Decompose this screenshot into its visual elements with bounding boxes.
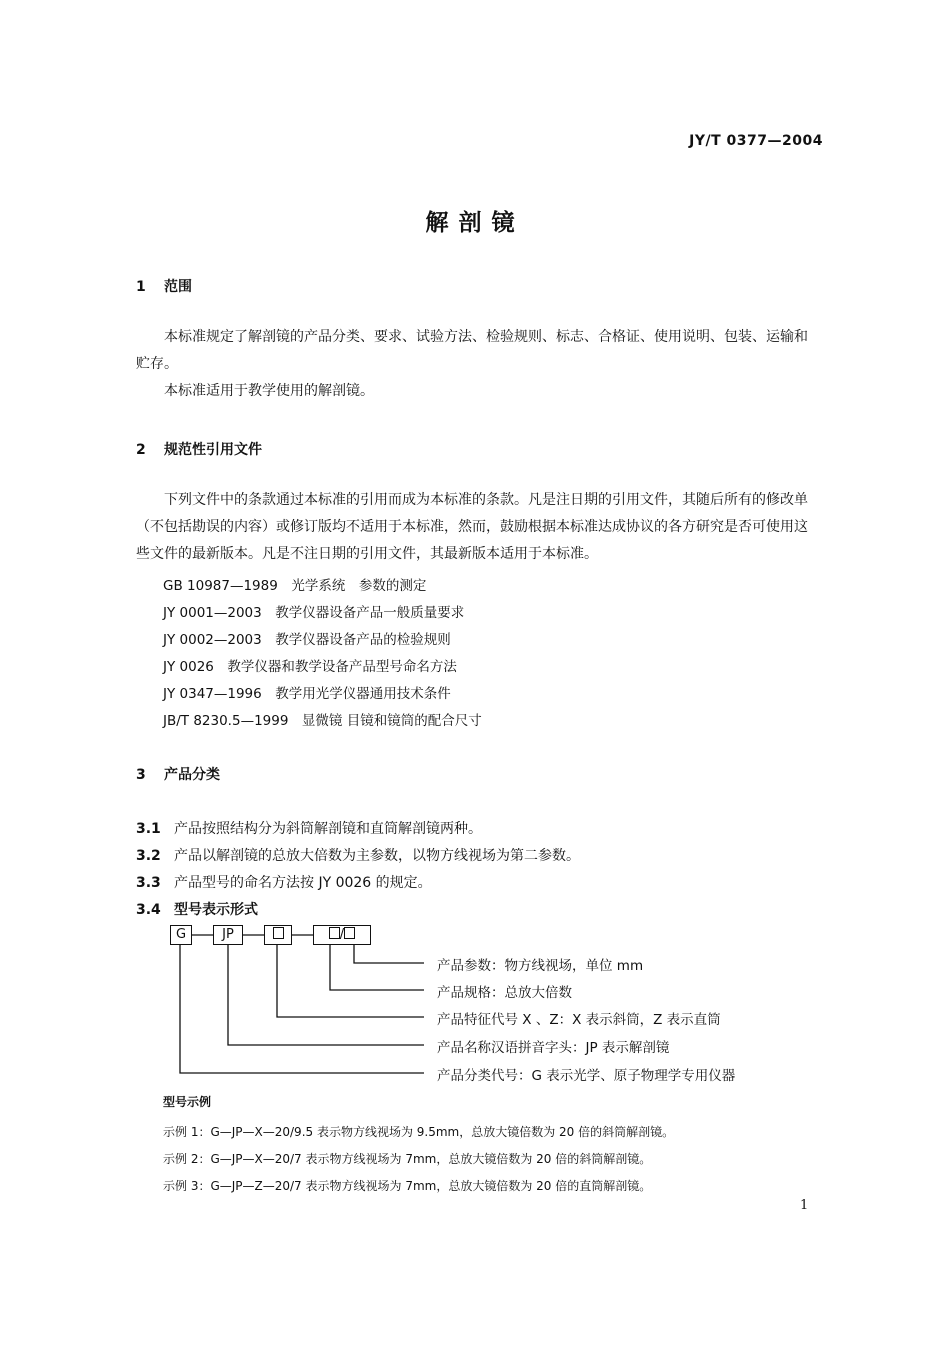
- example-item: 示例 1：G—JP—X—20/9.5 表示物方线视场为 9.5mm，总放大镜倍数为 20 倍的斜筒解剖镜。: [163, 1125, 675, 1139]
- references-intro: 下列文件中的条款通过本标准的引用而成为本标准的条款。凡是注日期的引用文件，其随后所有的修改单（不包括勘误的内容）或修订版均不适用于本标准，然而，鼓励根据本标准达成协议的各方研究是否可使用这些文件的最新版本。凡是不注日期的引用文件，其最新版本适用于本标准。: [136, 492, 808, 562]
- reference-item: GB 10987—1989 光学系统 参数的测定: [163, 578, 427, 594]
- clause-text: 产品型号的命名方法按 JY 0026 的规定。: [174, 875, 432, 891]
- standard-number: JY/T 0377—2004: [689, 133, 823, 149]
- model-box-category: G: [170, 925, 192, 945]
- scope-paragraph-2: 本标准适用于教学使用的解剖镜。: [164, 383, 374, 399]
- clause-number: 3.4: [136, 902, 161, 918]
- section-number: 1: [136, 279, 146, 295]
- leader-line: [228, 945, 424, 1045]
- section-title: 范围: [164, 279, 192, 295]
- diagram-label-name-initials: 产品名称汉语拼音字头：JP 表示解剖镜: [437, 1040, 670, 1056]
- clause-text: 产品按照结构分为斜筒解剖镜和直筒解剖镜两种。: [174, 821, 482, 837]
- model-box-feature: [264, 925, 292, 945]
- diagram-label-parameter: 产品参数：物方线视场，单位 mm: [437, 958, 644, 974]
- reference-item: JY 0026 教学仪器和教学设备产品型号命名方法: [163, 659, 457, 675]
- section-title: 规范性引用文件: [164, 442, 262, 458]
- diagram-label-category-code: 产品分类代号：G 表示光学、原子物理学专用仪器: [437, 1068, 736, 1084]
- model-box-name: JP: [213, 925, 243, 945]
- clause-number: 3.2: [136, 848, 161, 864]
- placeholder-square: [344, 927, 355, 939]
- separator-slash: /: [339, 927, 345, 942]
- examples-heading: 型号示例: [163, 1095, 212, 1109]
- section-number: 3: [136, 767, 146, 783]
- clause-number: 3.1: [136, 821, 161, 837]
- reference-item: JB/T 8230.5—1999 显微镜 目镜和镜筒的配合尺寸: [163, 713, 482, 729]
- example-item: 示例 2：G—JP—X—20/7 表示物方线视场为 7mm，总放大镜倍数为 20 倍的斜筒解剖镜。: [163, 1152, 652, 1166]
- scope-paragraph-1: 本标准规定了解剖镜的产品分类、要求、试验方法、检验规则、标志、合格证、使用说明、包装、运输和贮存。: [136, 329, 808, 372]
- reference-item: JY 0001—2003 教学仪器设备产品一般质量要求: [163, 605, 465, 621]
- clause-text: 产品以解剖镜的总放大倍数为主参数，以物方线视场为第二参数。: [174, 848, 580, 864]
- leader-line: [180, 945, 424, 1073]
- diagram-label-specification: 产品规格：总放大倍数: [437, 985, 572, 1001]
- clause-text: 型号表示形式: [174, 902, 258, 918]
- example-item: 示例 3：G—JP—Z—20/7 表示物方线视场为 7mm，总放大镜倍数为 20 倍的直筒解剖镜。: [163, 1179, 652, 1193]
- leader-line: [330, 945, 424, 990]
- diagram-label-feature-code: 产品特征代号 X 、Z：X 表示斜筒，Z 表示直筒: [437, 1012, 721, 1028]
- reference-item: JY 0002—2003 教学仪器设备产品的检验规则: [163, 632, 451, 648]
- document-title: 解剖镜: [425, 210, 525, 236]
- model-box-spec-param: [313, 925, 371, 945]
- clause-number: 3.3: [136, 875, 161, 891]
- leader-line: [354, 945, 424, 963]
- section-title: 产品分类: [164, 767, 220, 783]
- reference-item: JY 0347—1996 教学用光学仪器通用技术条件: [163, 686, 451, 702]
- leader-line: [277, 945, 424, 1017]
- placeholder-square: [273, 927, 284, 939]
- section-number: 2: [136, 442, 146, 458]
- page-number: 1: [800, 1198, 809, 1213]
- placeholder-square: [329, 927, 340, 939]
